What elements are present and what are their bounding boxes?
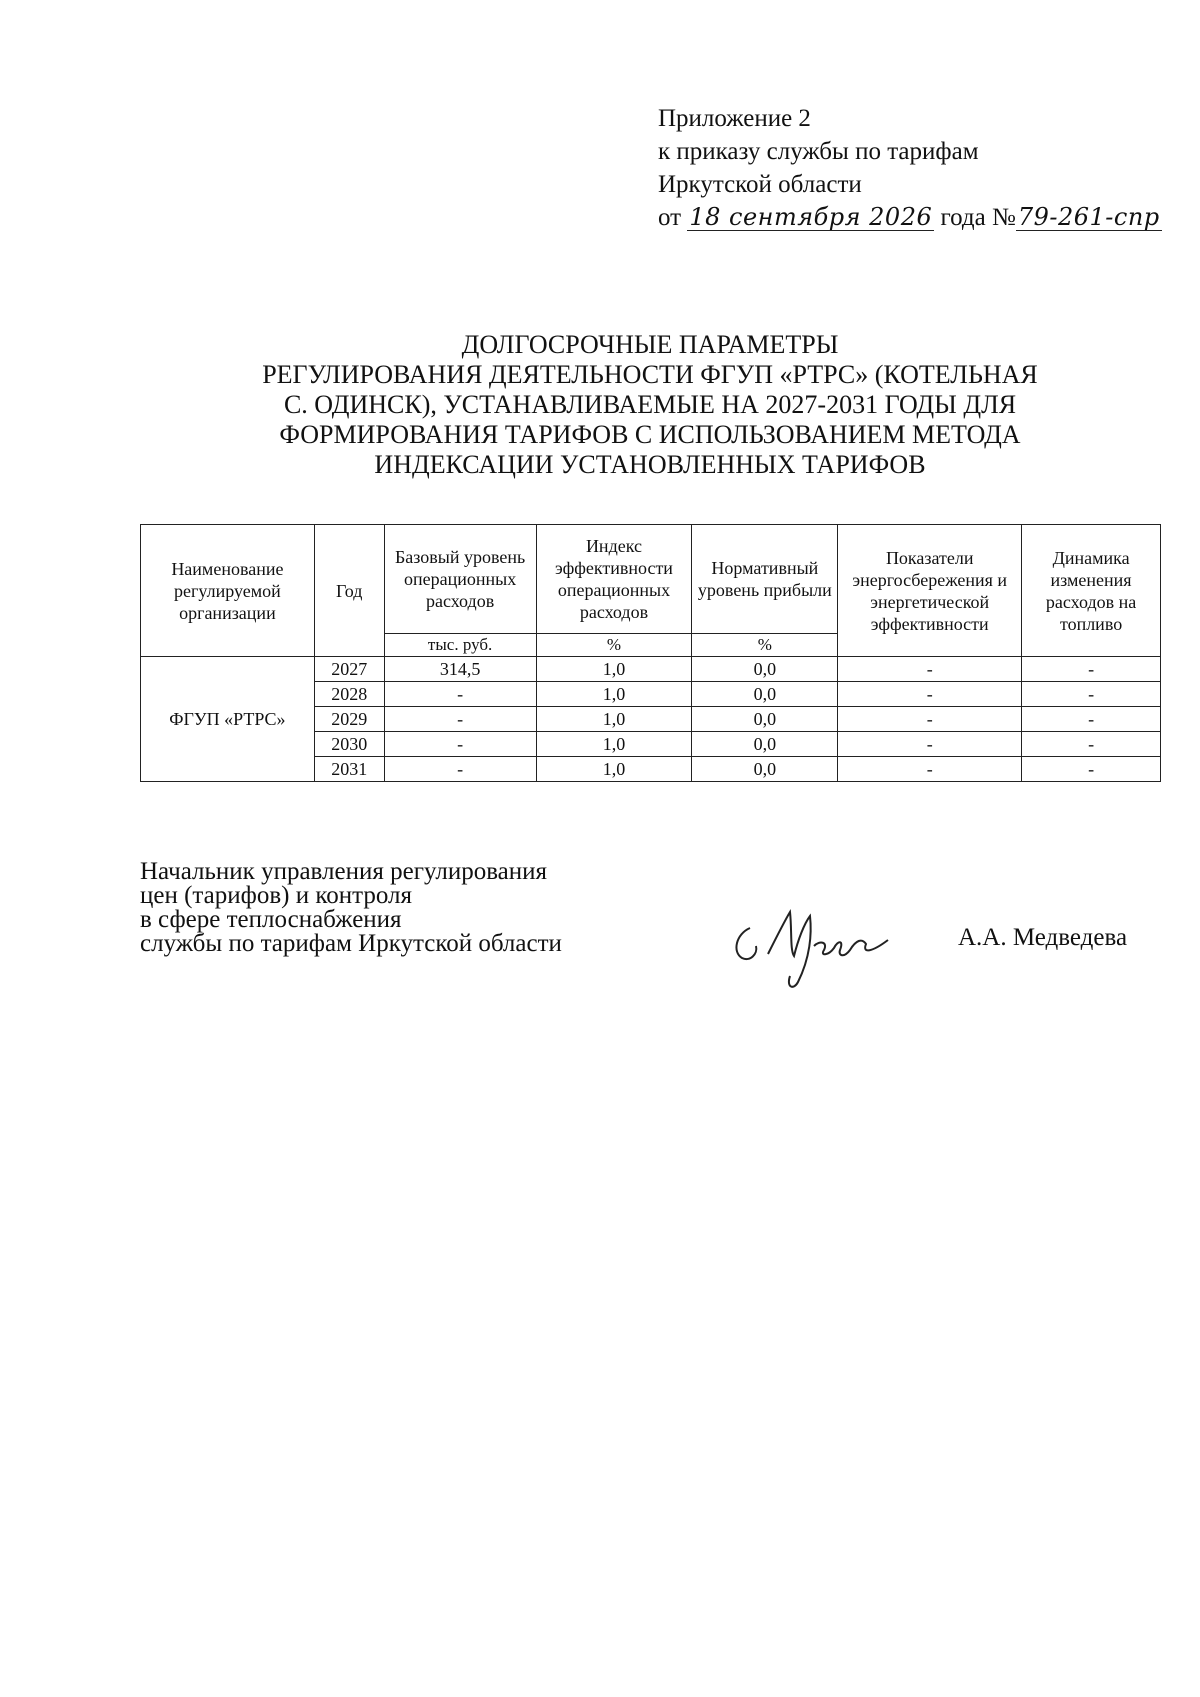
title-line-2: РЕГУЛИРОВАНИЯ ДЕЯТЕЛЬНОСТИ ФГУП «РТРС» (КОТЕЛЬНАЯ: [262, 360, 1038, 389]
index-cell: 1,0: [536, 657, 692, 682]
handwritten-order-number: 79-261-спр: [1017, 203, 1160, 231]
energy-cell: -: [838, 757, 1022, 782]
base-cell: 314,5: [384, 657, 536, 682]
header-year: Год: [314, 525, 384, 657]
year-cell: 2027: [314, 657, 384, 682]
profit-cell: 0,0: [692, 657, 838, 682]
year-cell: 2031: [314, 757, 384, 782]
fuel-cell: -: [1022, 757, 1161, 782]
header-efficiency-index: Индекс эффективности операционных расходов: [536, 525, 692, 634]
position-line-2: цен (тарифов) и контроля: [140, 882, 412, 909]
header-fuel-dynamics: Динамика изменения расходов на топливо: [1022, 525, 1161, 657]
year-cell: 2030: [314, 732, 384, 757]
unit-profit: %: [692, 634, 838, 657]
unit-index: %: [536, 634, 692, 657]
year-number-word: года №: [940, 204, 1016, 231]
base-cell: -: [384, 732, 536, 757]
year-cell: 2029: [314, 707, 384, 732]
appendix-line-1: Приложение 2: [658, 105, 811, 132]
base-cell: -: [384, 682, 536, 707]
fuel-cell: -: [1022, 707, 1161, 732]
title-line-4: ФОРМИРОВАНИЯ ТАРИФОВ С ИСПОЛЬЗОВАНИЕМ МЕТОДА: [279, 420, 1021, 449]
document-title: [140, 330, 1160, 480]
appendix-line-2: к приказу службы по тарифам: [658, 138, 979, 165]
energy-cell: -: [838, 732, 1022, 757]
header-org: Наименование регулируемой организации: [141, 525, 315, 657]
position-line-4: службы по тарифам Иркутской области: [140, 930, 562, 957]
fuel-cell: -: [1022, 682, 1161, 707]
from-prefix: от: [658, 204, 682, 231]
profit-cell: 0,0: [692, 732, 838, 757]
appendix-header: [658, 102, 1162, 234]
year-cell: 2028: [314, 682, 384, 707]
title-line-5: ИНДЕКСАЦИИ УСТАНОВЛЕННЫХ ТАРИФОВ: [374, 450, 926, 479]
energy-cell: -: [838, 707, 1022, 732]
fuel-cell: -: [1022, 732, 1161, 757]
index-cell: 1,0: [536, 707, 692, 732]
title-line-3: С. ОДИНСК), УСТАНАВЛИВАЕМЫЕ НА 2027-2031 ГОДЫ ДЛЯ: [283, 390, 1017, 419]
handwritten-signature: [728, 900, 898, 992]
index-cell: 1,0: [536, 757, 692, 782]
energy-cell: -: [838, 682, 1022, 707]
base-cell: -: [384, 707, 536, 732]
header-profit-level: Нормативный уровень прибыли: [692, 525, 838, 634]
signatory-position: [140, 860, 562, 956]
profit-cell: 0,0: [692, 682, 838, 707]
table-row: [141, 657, 1161, 682]
fuel-cell: -: [1022, 657, 1161, 682]
index-cell: 1,0: [536, 682, 692, 707]
appendix-line-3: Иркутской области: [658, 171, 862, 198]
header-energy-indicators: Показатели энергосбережения и энергетической эффективности: [838, 525, 1022, 657]
handwritten-date: 18 сентября 2026: [689, 203, 933, 231]
appendix-date-line: [658, 201, 1162, 234]
base-cell: -: [384, 757, 536, 782]
position-line-3: в сфере теплоснабжения: [140, 906, 402, 933]
parameters-table: [140, 524, 1161, 782]
title-line-1: ДОЛГОСРОЧНЫЕ ПАРАМЕТРЫ: [461, 330, 839, 359]
org-name-cell: ФГУП «РТРС»: [141, 657, 315, 782]
unit-base: тыс. руб.: [384, 634, 536, 657]
index-cell: 1,0: [536, 732, 692, 757]
signer-name: А.А. Медведева: [958, 924, 1128, 951]
profit-cell: 0,0: [692, 757, 838, 782]
position-line-1: Начальник управления регулирования: [140, 858, 548, 885]
energy-cell: -: [838, 657, 1022, 682]
profit-cell: 0,0: [692, 707, 838, 732]
header-base-level: Базовый уровень операционных расходов: [384, 525, 536, 634]
